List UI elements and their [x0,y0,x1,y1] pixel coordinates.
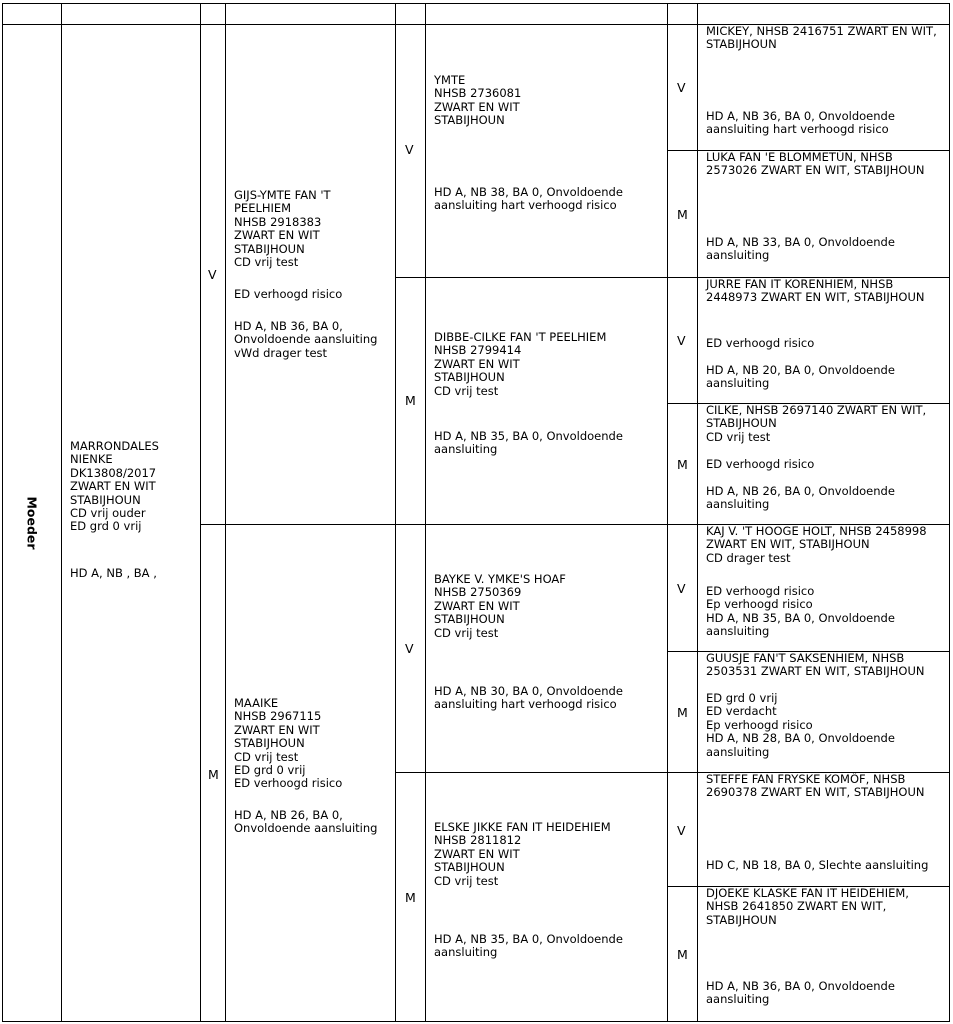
gen3-info: KAJ V. 'T HOOGE HOLT, NHSB 2458998 ZWART EN WIT, STABIJHOUN CD drager test [706,524,927,565]
gen3-cell [697,886,950,1022]
gen2-info: BAYKE V. YMKE'S HOAF NHSB 2750369 ZWART EN WIT STABIJHOUN CD vrij test [434,572,566,640]
gen3-extra: ED verhoogd risico [706,457,815,471]
gen2-sex-cell [395,24,426,278]
gen1-sex: M [208,767,219,782]
gen2-sex: M [405,890,416,905]
gen3-cell [697,277,950,404]
gen3-sex-cell [667,651,698,773]
header-cell-7 [667,3,698,25]
gen1-sex-cell [200,524,226,1022]
header-cell-6 [425,3,668,25]
gen2-info: ELSKE JIKKE FAN IT HEIDEHIEM NHSB 2811812 ZWART EN WIT STABIJHOUN CD vrij test [434,820,611,888]
gen3-sex-cell [667,24,698,151]
gen3-sex: V [677,581,686,596]
dam-info: MARRONDALES NIENKE DK13808/2017 ZWART EN WIT STABIJHOUN CD vrij ouder ED grd 0 vrij [70,439,159,534]
gen3-info: LUKA FAN 'E BLOMMETÚN, NHSB 2573026 ZWART EN WIT, STABIJHOUN [706,150,925,178]
gen3-hd: HD C, NB 18, BA 0, Slechte aansluiting [706,858,929,872]
gen1-sire-cell [225,24,396,525]
gen2-sex: M [405,393,416,408]
gen2-cell [425,24,668,278]
gen1-dam-hd: HD A, NB 26, BA 0, Onvoldoende aansluiting [234,808,378,836]
gen3-sex: M [677,705,688,720]
gen3-sex-cell [667,277,698,404]
header-cell-8 [697,3,950,25]
gen3-info: CILKE, NHSB 2697140 ZWART EN WIT, STABIJHOUN CD vrij test [706,403,927,444]
gen1-sire-hd: HD A, NB 36, BA 0, Onvoldoende aansluiting vWd drager test [234,319,378,360]
gen3-hd: HD A, NB 36, BA 0, Onvoldoende aansluiting [706,979,895,1007]
gen3-info: MICKEY, NHSB 2416751 ZWART EN WIT, STABIJHOUN [706,24,937,52]
gen2-info: DIBBE-CILKE FAN 'T PEELHIEM NHSB 2799414 ZWART EN WIT STABIJHOUN CD vrij test [434,330,607,398]
gen2-hd: HD A, NB 35, BA 0, Onvoldoende aansluiting [434,429,623,457]
gen1-dam-cell [225,524,396,1022]
gen3-sex: V [677,823,686,838]
header-cell-2 [61,3,201,25]
dam-hd: HD A, NB , BA , [70,566,157,580]
gen3-sex: M [677,207,688,222]
gen3-extra: ED verhoogd risico [706,336,815,350]
gen2-sex-cell [395,524,426,773]
gen3-cell [697,524,950,652]
gen3-hd: HD A, NB 36, BA 0, Onvoldoende aansluiting hart verhoogd risico [706,109,895,137]
gen2-cell [425,524,668,773]
gen2-sex-cell [395,277,426,525]
gen3-sex-cell [667,150,698,278]
gen2-hd: HD A, NB 35, BA 0, Onvoldoende aansluiting [434,932,623,960]
gen2-sex: V [405,641,414,656]
gen3-sex-cell [667,403,698,525]
header-cell-1 [2,3,62,25]
gen3-sex-cell [667,886,698,1022]
gen2-hd: HD A, NB 30, BA 0, Onvoldoende aansluiting hart verhoogd risico [434,684,623,712]
dam-cell [61,24,201,1022]
gen3-sex: V [677,333,686,348]
gen3-cell [697,403,950,525]
gen3-info: DJOEKE KLASKE FAN IT HEIDEHIEM, NHSB 2641850 ZWART EN WIT, STABIJHOUN [706,886,909,927]
gen3-cell [697,772,950,887]
header-cell-3 [200,3,226,25]
gen3-hd: HD A, NB 26, BA 0, Onvoldoende aansluiting [706,484,895,512]
gen1-sex: V [208,267,217,282]
gen3-info: GUUSJE FAN'T SAKSENHIEM, NHSB 2503531 ZWART EN WIT, STABIJHOUN [706,651,925,679]
gen2-cell [425,772,668,1022]
gen1-sire-info: GIJS-YMTE FAN 'T PEELHIEM NHSB 2918383 ZWART EN WIT STABIJHOUN CD vrij test [234,188,331,270]
gen3-sex-cell [667,524,698,652]
gen3-sex: V [677,80,686,95]
gen3-hd: HD A, NB 20, BA 0, Onvoldoende aansluiting [706,363,895,391]
gen2-sex: V [405,142,414,157]
side-label: Moeder [24,496,40,550]
gen1-sex-cell [200,24,226,525]
gen3-extra: ED verhoogd risico Ep verhoogd risico HD A, NB 35, BA 0, Onvoldoende aansluiting [706,584,895,639]
gen1-dam-info: MAAIKE NHSB 2967115 ZWART EN WIT STABIJHOUN CD vrij test ED grd 0 vrij ED verhoogd risico [234,696,343,791]
gen3-hd: HD A, NB 33, BA 0, Onvoldoende aansluiting [706,235,895,263]
gen3-cell [697,24,950,151]
gen3-extra: ED grd 0 vrij ED verdacht Ep verhoogd risico HD A, NB 28, BA 0, Onvoldoende aansluiting [706,691,895,759]
gen3-info: STEFFE FAN FRYSKE KOMÔF, NHSB 2690378 ZWART EN WIT, STABIJHOUN [706,772,925,800]
gen3-cell [697,651,950,773]
gen2-hd: HD A, NB 38, BA 0, Onvoldoende aansluiting hart verhoogd risico [434,185,623,213]
gen2-sex-cell [395,772,426,1022]
gen3-info: JURRE FAN IT KORENHIEM, NHSB 2448973 ZWART EN WIT, STABIJHOUN [706,277,925,305]
gen1-sire-extra: ED verhoogd risico [234,287,343,301]
gen2-info: YMTE NHSB 2736081 ZWART EN WIT STABIJHOUN [434,73,522,128]
gen3-sex: M [677,457,688,472]
gen2-cell [425,277,668,525]
gen3-sex: M [677,947,688,962]
header-cell-5 [395,3,426,25]
side-label-cell [2,24,62,1022]
gen3-cell [697,150,950,278]
gen3-sex-cell [667,772,698,887]
header-cell-4 [225,3,396,25]
